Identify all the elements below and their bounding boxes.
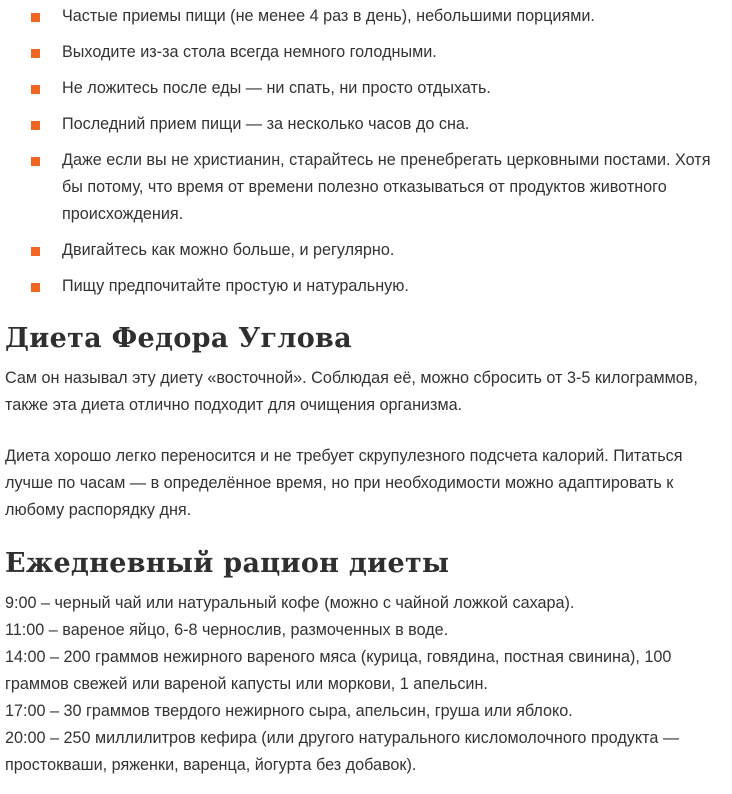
tips-list — [0, 3, 732, 309]
details-paragraph: Диета хорошо легко переносится и не требует скрупулезного подсчета калорий. Питаться лучше по часам — в определённое время, но при необходимости можно адаптировать к любому распорядку дня. — [5, 447, 683, 519]
tip-text: Даже если вы не христианин, старайтесь не пренебрегать церковными постами. Хотя бы потому, что время от времени полезно отказываться от продуктов животного происхождения. — [62, 151, 711, 223]
schedule-row: 20:00 – 250 миллилитров кефира (или другого натурального кисломолочного продукта — простокваши, ряженки, варенца, йогурта без добавок). — [5, 729, 684, 774]
section-title-uglov-diet: Диета Федора Углова — [5, 323, 352, 354]
tip-text: Выходите из-за стола всегда немного голодными. — [62, 43, 437, 61]
intro-paragraph: Сам он называл эту диету «восточной». Соблюдая её, можно сбросить от 3-5 килограммов, также эта диета отлично подходит для очищения организма. — [5, 369, 698, 414]
tip-text: Не ложитесь после еды — ни спать, ни просто отдыхать. — [62, 79, 491, 97]
list-item — [0, 39, 732, 66]
schedule-row: 9:00 – черный чай или натуральный кофе (можно с чайной ложкой сахара). — [5, 594, 575, 612]
section-title-daily-ration: Ежедневный рацион диеты — [5, 548, 450, 579]
square-bullet-icon — [31, 49, 40, 58]
list-item — [0, 75, 732, 102]
list-item — [0, 237, 732, 264]
square-bullet-icon — [31, 247, 40, 256]
list-item — [0, 273, 732, 300]
list-item — [0, 3, 732, 30]
tip-text: Частые приемы пищи (не менее 4 раз в день), небольшими порциями. — [62, 7, 595, 25]
square-bullet-icon — [31, 157, 40, 166]
schedule-row: 17:00 – 30 граммов твердого нежирного сыра, апельсин, груша или яблоко. — [5, 702, 573, 720]
square-bullet-icon — [31, 121, 40, 130]
meal-schedule — [5, 590, 729, 779]
tip-text: Пищу предпочитайте простую и натуральную. — [62, 277, 409, 295]
tip-text: Последний прием пищи — за несколько часов до сна. — [62, 115, 470, 133]
square-bullet-icon — [31, 13, 40, 22]
tip-text: Двигайтесь как можно больше, и регулярно. — [62, 241, 395, 259]
square-bullet-icon — [31, 283, 40, 292]
schedule-row: 14:00 – 200 граммов нежирного вареного мяса (курица, говядина, постная свинина), 100 граммов свежей или вареной капусты или моркови, 1 апельсин. — [5, 648, 676, 693]
list-item — [0, 147, 732, 228]
list-item — [0, 111, 732, 138]
schedule-row: 11:00 – вареное яйцо, 6-8 чернослив, размоченных в воде. — [5, 621, 449, 639]
square-bullet-icon — [31, 85, 40, 94]
